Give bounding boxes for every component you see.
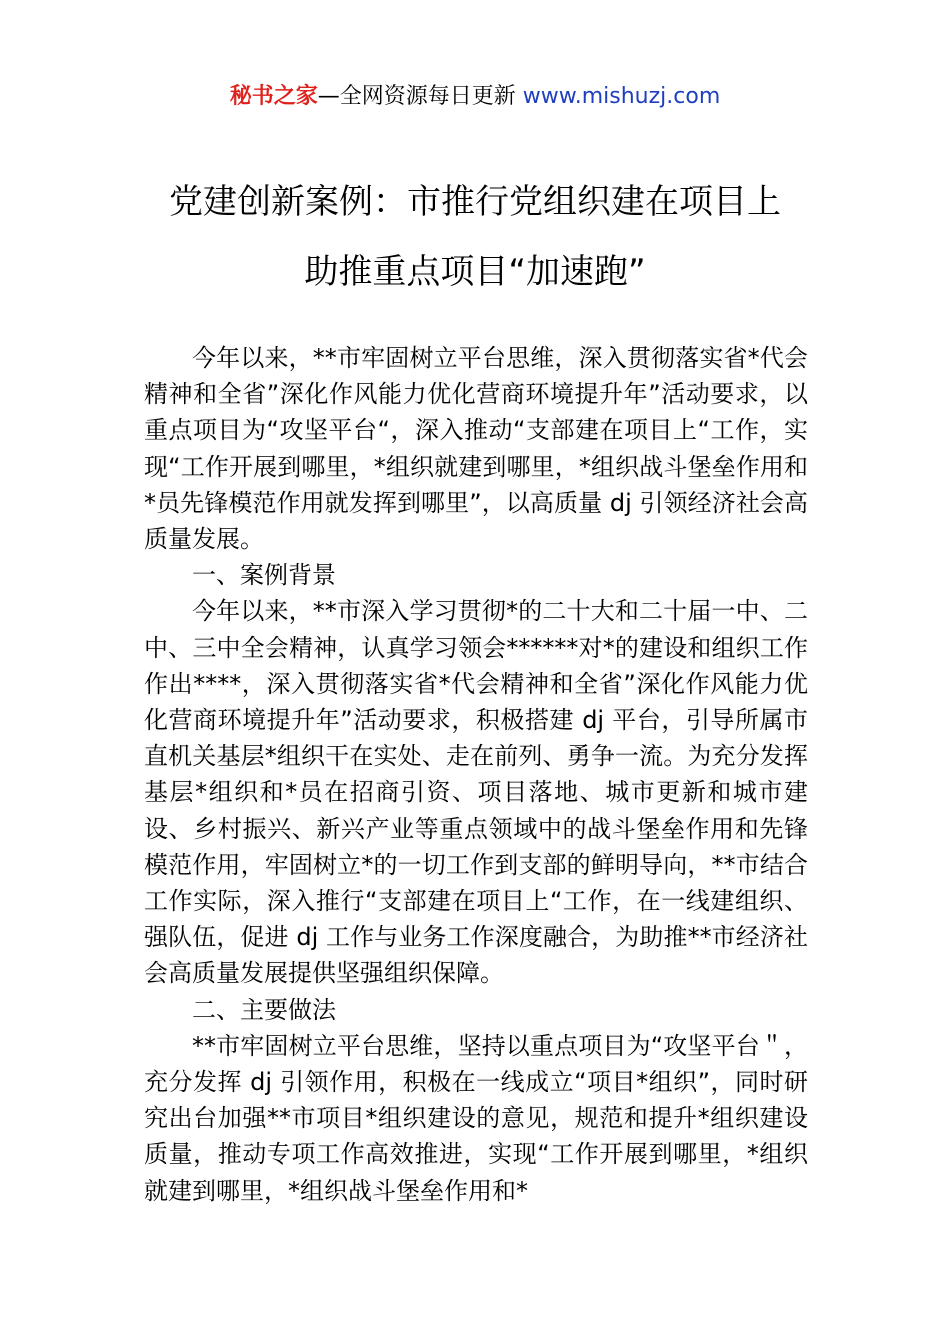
page-header (0, 82, 950, 112)
section-heading-background: 一、案例背景 (192, 561, 336, 590)
website-link[interactable]: www.mishuzj.com (522, 84, 721, 109)
paragraph-background: 今年以来，**市深入学习贯彻*的二十大和二十届一中、二中、三中全会精神，认真学习领会******对*的建设和组织工作作出****，深入贯彻落实省*代会精神和全省”深化作风能力优化营商环境提升年”活动要求，积极搭建 dj 平台，引导所属市直机关基层*组织干在实处、走在前列、勇争一流。为充分发挥基层*组织和*员在招商引资、项目落地、城市更新和城市建设、乡村振兴、新兴产业等重点领域中的战斗堡垒作用和先锋模范作用，牢固树立*的一切工作到支部的鲜明导向，**市结合工作实际，深入推行“支部建在项目上“工作，在一线建组织、强队伍，促进 dj 工作与业务工作深度融合，为助推**市经济社会高质量发展提供坚强组织保障。 (144, 597, 808, 988)
brand-name: 秘书之家 (229, 84, 318, 109)
section-heading-practices: 二、主要做法 (192, 995, 336, 1024)
document-title-line-1: 党建创新案例：市推行党组织建在项目上 (169, 182, 781, 222)
document-body (144, 340, 808, 1209)
header-tagline: —全网资源每日更新 (317, 84, 516, 109)
paragraph-practices: **市牢固树立平台思维，坚持以重点项目为“攻坚平台＂，充分发挥 dj 引领作用，积极在一线成立“项目*组织”，同时研究出台加强**市项目*组织建设的意见，规范和提升*组织建设质量，推动专项工作高效推进，实现“工作开展到哪里，*组织就建到哪里，*组织战斗堡垒作用和* (144, 1031, 808, 1205)
document-title-line-2: 助推重点项目“加速跑” (304, 252, 646, 292)
paragraph-intro: 今年以来，**市牢固树立平台思维，深入贯彻落实省*代会精神和全省”深化作风能力优化营商环境提升年”活动要求，以重点项目为“攻坚平台“，深入推动“支部建在项目上“工作，实现“工作开展到哪里，*组织就建到哪里，*组织战斗堡垒作用和*员先锋模范作用就发挥到哪里”，以高质量 dj 引领经济社会高质量发展。 (144, 344, 808, 554)
